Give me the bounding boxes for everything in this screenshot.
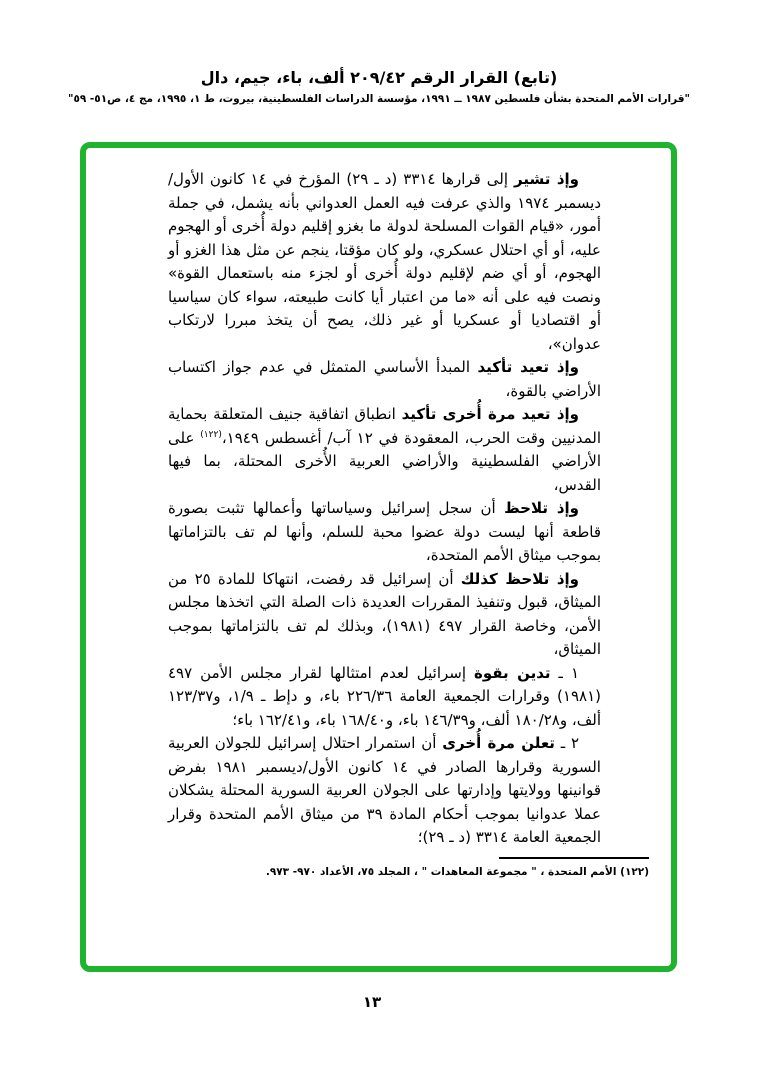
item-number: ٢ ـ <box>554 734 579 752</box>
page-header <box>0 0 758 105</box>
page-title: (تابع) القرار الرقم ٢٠٩/٤٢ ألف، باء، جيم، دال <box>200 68 558 87</box>
paragraph-lead: تدين بقوة <box>474 663 551 682</box>
green-frame <box>80 142 677 972</box>
resolution-body <box>86 148 671 850</box>
paragraph-text: أن إسرائيل قد رفضت، انتهاكا للمادة ٢٥ من الميثاق، قبول وتنفيذ المقررات العديدة ذات الصلة التي اتخذها مجلس الأمن، وخاصة القرار ٤٩٧ (١٩٨١)، وبذلك لم تف بالتزاماتها بموجب الميثاق، <box>168 569 601 658</box>
footnote-area <box>86 850 671 880</box>
footnote-marker: (١٢٢) <box>620 865 649 878</box>
item-number: ١ ـ <box>550 663 579 682</box>
footnote <box>86 865 649 880</box>
body-paragraph-item <box>168 662 601 733</box>
paragraph-lead: وإذ تعيد تأكيد <box>477 358 579 376</box>
body-paragraph <box>168 168 601 356</box>
paragraph-text: أن استمرار احتلال إسرائيل للجولان العربية السورية وقرارها الصادر في ١٤ كانون الأول/ديسمبر ١٩٨١ بفرض قوانينها وولايتها وإدارتها على الجولان العربية السورية المحتلة يشكلان عملا عدوانيا بموجب أحكام المادة ٣٩ من ميثاق الأمم المتحدة وقرار الجمعية العامة ٣٣١٤ (د ـ ٢٩)؛ <box>168 734 601 846</box>
paragraph-text: إسرائيل لعدم امتثالها لقرار مجلس الأمن ٤٩٧ (١٩٨١) وقرارات الجمعية العامة ٢٢٦/٣٦ باء، و دإط ـ ١/٩، و١٢٣/٣٧ ألف، و١٨٠/٢٨ ألف، و١٤٦/٣٩ باء، و١٦٨/٤٠ باء، و١٦٢/٤١ باء؛ <box>168 663 601 729</box>
paragraph-lead: وإذ تشير <box>514 170 579 188</box>
paragraph-lead: تعلن مرة أُخرى <box>442 734 555 752</box>
body-paragraph-item <box>168 732 601 850</box>
paragraph-lead: وإذ تلاحظ كذلك <box>460 569 579 588</box>
body-paragraph <box>168 568 601 662</box>
footnote-separator <box>499 857 649 859</box>
paragraph-lead: وإذ تعيد مرة أُخرى تأكيد <box>401 405 579 423</box>
paragraph-text: أن سجل إسرائيل وسياساتها وأعمالها تثبت بصورة قاطعة أنها ليست دولة عضوا محبة للسلم، وأنها لم تف بالتزاماتها بموجب ميثاق الأمم المتحدة، <box>168 499 601 564</box>
footnote-reference: (١٢٢) <box>200 429 222 440</box>
body-paragraph <box>168 497 601 568</box>
paragraph-text: المبدأ الأساسي المتمثل في عدم جواز اكتساب الأراضي بالقوة، <box>168 358 601 400</box>
paragraph-lead: وإذ تلاحظ <box>504 499 579 517</box>
paragraph-text: على الأراضي الفلسطينية والأراضي العربية الأُخرى المحتلة، بما فيها القدس، <box>168 428 601 494</box>
body-paragraph <box>168 403 601 497</box>
footnote-text: الأمم المتحدة ، " مجموعة المعاهدات " ، المجلد ٧٥، الأعداد ٩٧٠- ٩٧٣. <box>265 865 621 878</box>
body-paragraph <box>168 356 601 403</box>
paragraph-text: انطباق اتفاقية جنيف المتعلقة بحماية المدنيين وقت الحرب، المعقودة في ١٢ آب/ أغسطس ١٩٤٩، <box>168 405 601 447</box>
paragraph-text: إلى قرارها ٣٣١٤ (د ـ ٢٩) المؤرخ في ١٤ كانون الأول/ديسمبر ١٩٧٤ والذي عرفت فيه العمل العدواني بأنه يشمل، في جملة أمور، «قيام القوات المسلحة لدولة ما بغزو إقليم دولة أُخرى أو الهجوم عليه، أو أي احتلال عسكري، ولو كان مؤقتا، ينجم عن مثل هذا الغزو أو الهجوم، أو أي ضم لإقليم دولة أُخرى أو لجزء منه باستعمال القوة» ونصت فيه على أنه «ما من اعتبار أيا كانت طبيعته، سواء كان سياسيا أو اقتصاديا أو عسكريا أو غير ذلك، يصح أن يتخذ مبررا لارتكاب عدوان»، <box>168 170 601 353</box>
source-citation: "قرارات الأمم المتحدة بشأن فلسطين ١٩٨٧ ــ ١٩٩١، مؤسسة الدراسات الفلسطينية، بيروت، ط ١، ١٩٩٥، مج ٤، ص٥١- ٥٩" <box>67 93 691 105</box>
page-number: ١٣ <box>362 993 382 1011</box>
